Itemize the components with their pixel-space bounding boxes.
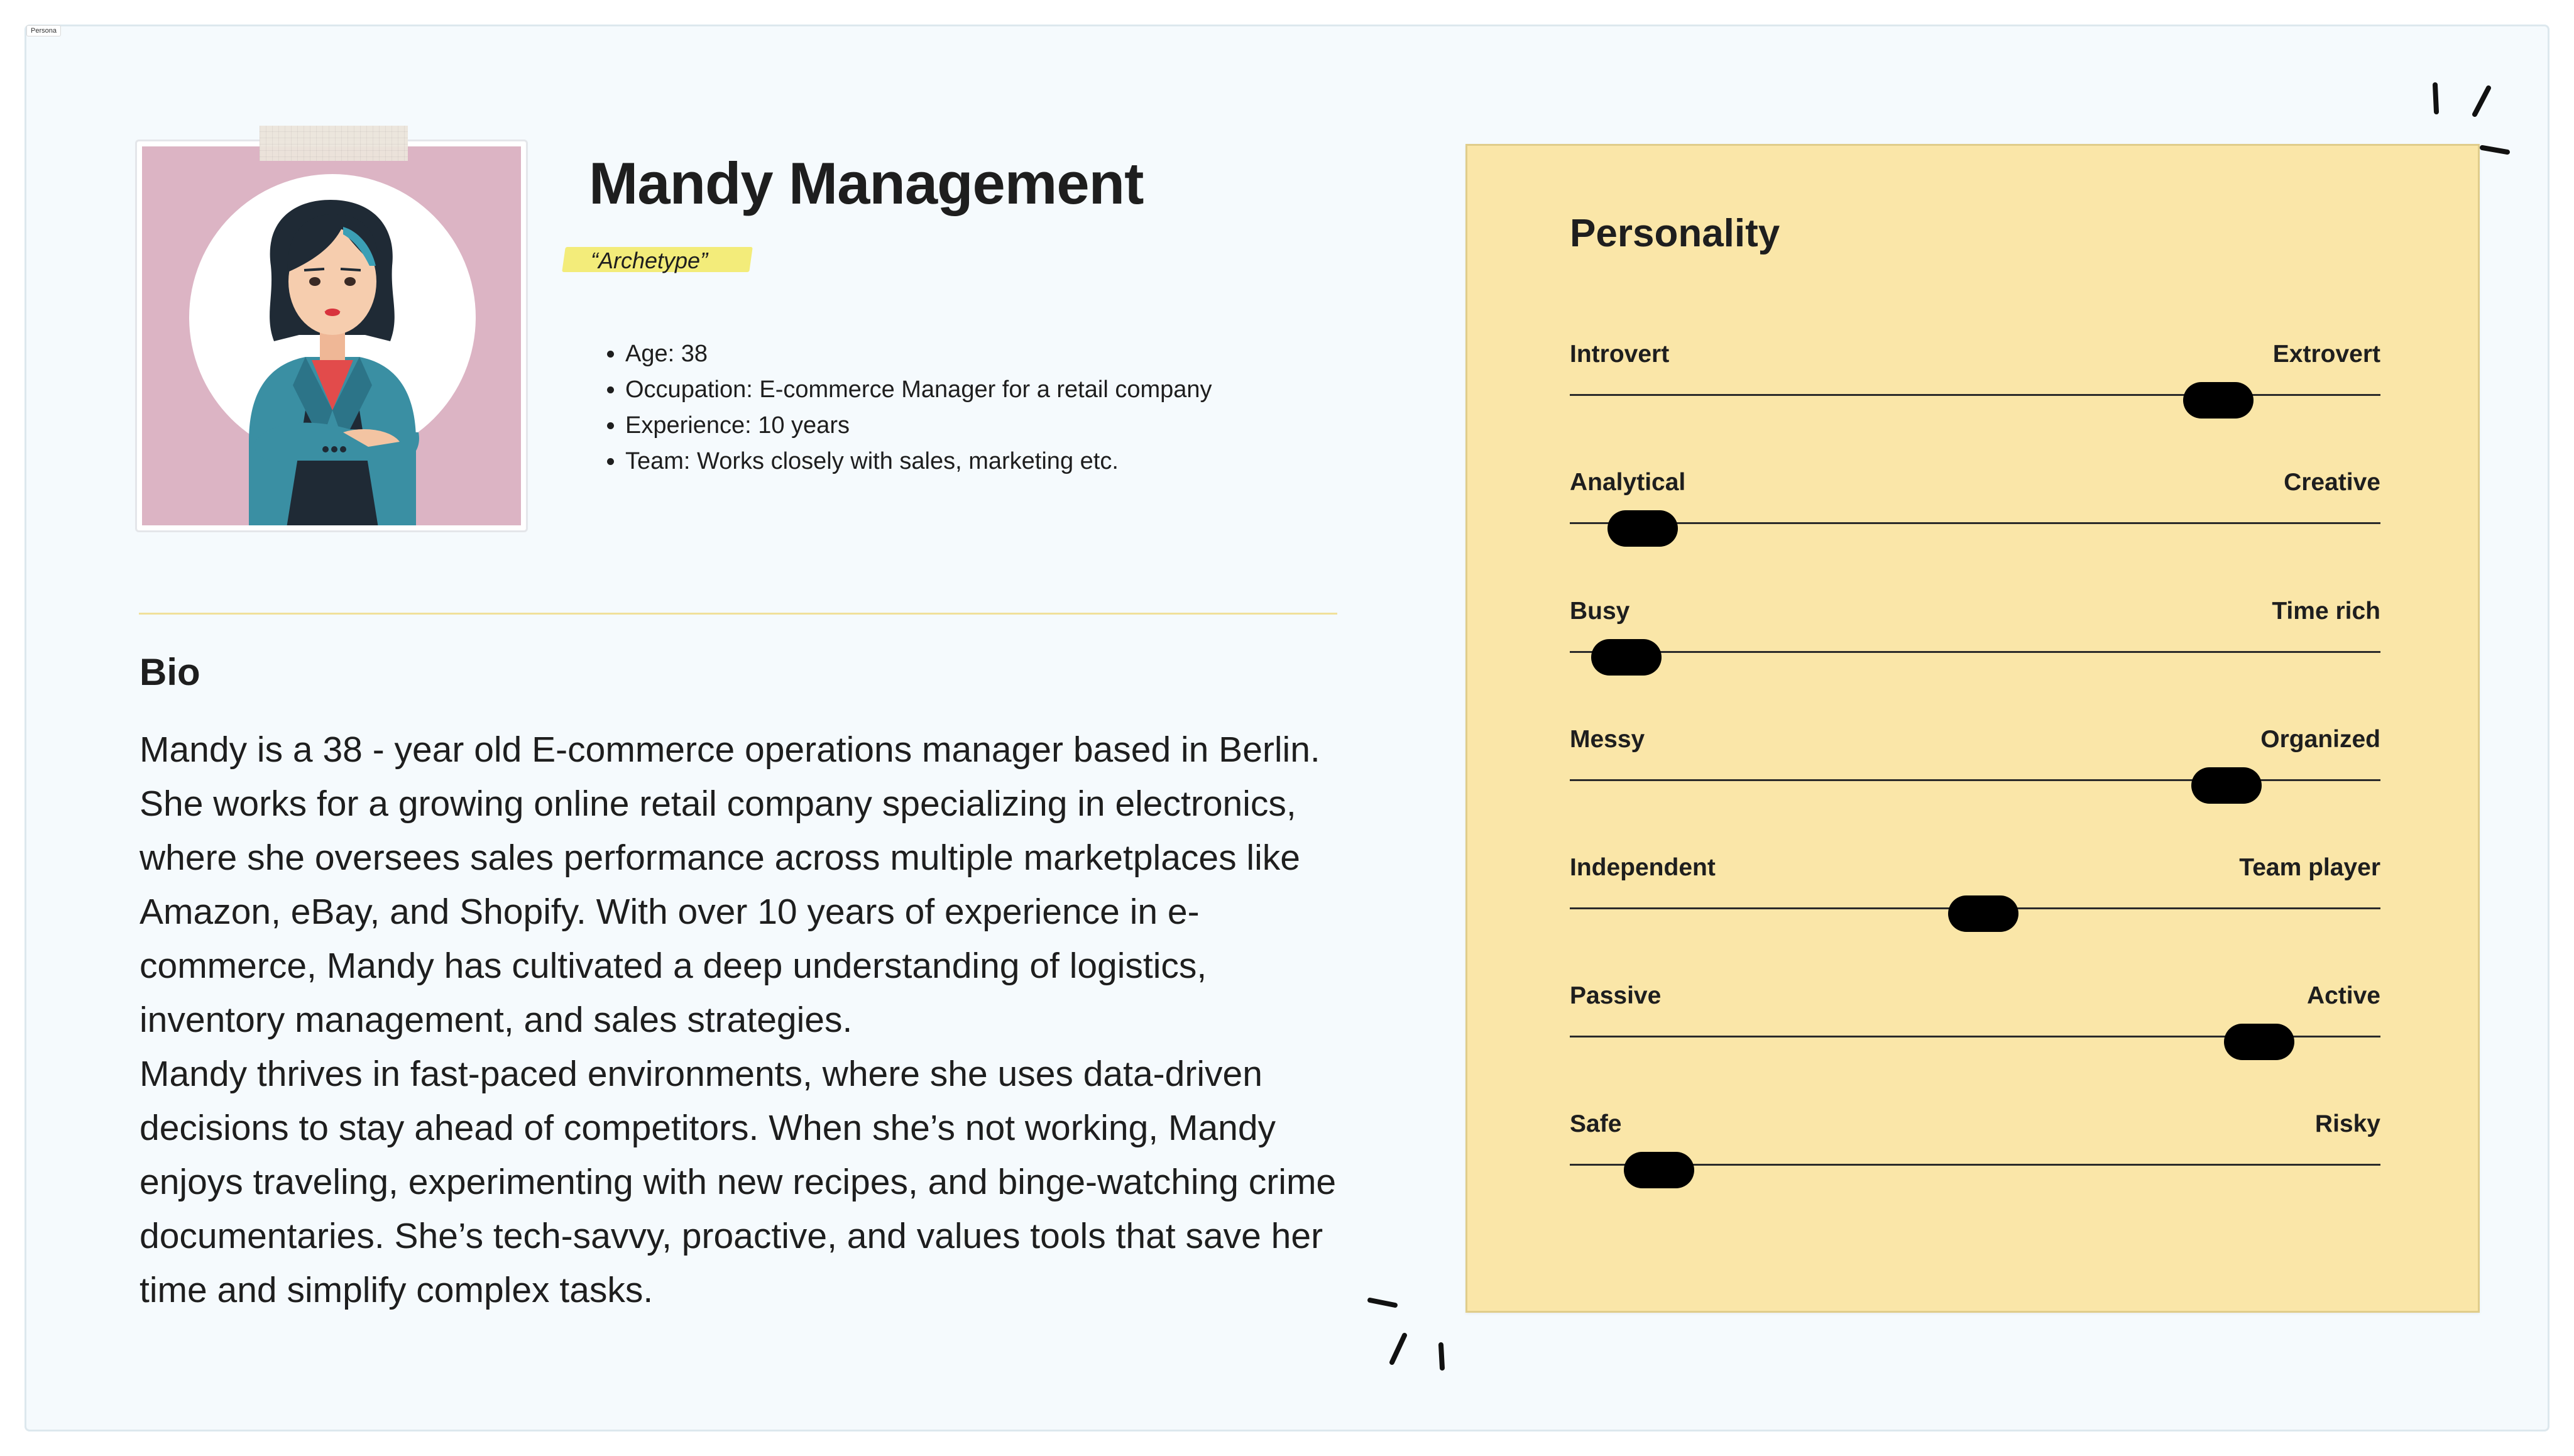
slider-thumb[interactable] <box>2224 1024 2294 1060</box>
slider-left-label: Passive <box>1570 982 1662 1009</box>
persona-name[interactable]: Mandy Management <box>589 150 1144 216</box>
fact-age: • Age: 38 <box>625 336 1212 372</box>
fact-occupation: • Occupation: E-commerce Manager for a retail company <box>625 372 1212 408</box>
archetype-label[interactable]: “Archetype” <box>591 248 708 273</box>
slider-right-label: Active <box>2306 982 2380 1009</box>
portrait-image <box>142 146 521 525</box>
slider-right-label: Risky <box>2314 1110 2380 1137</box>
slider-busy-timerich[interactable] <box>1570 598 2380 673</box>
slider-track <box>1570 651 2380 653</box>
frame-label[interactable]: Persona <box>26 25 61 36</box>
slider-right-label: Time rich <box>2272 598 2380 625</box>
sparkle-doodle-bottom-left <box>1361 1291 1455 1379</box>
slider-thumb[interactable] <box>1591 639 1662 676</box>
slider-left-label: Messy <box>1570 726 1645 753</box>
slider-left-label: Independent <box>1570 854 1716 881</box>
slider-left-label: Analytical <box>1570 469 1686 496</box>
slider-track <box>1570 522 2380 524</box>
bio-paragraph-1: Mandy is a 38 - year old E-commerce operations manager based in Berlin. She works for a growing online retail company specializing in electronics, where she oversees sales performance across multiple marketplaces like Amazon, eBay, and Shopify. With over 10 years of experience in e-commerce, Mandy has cultivated a deep understanding of logistics, inventory management, and sales strategies. <box>140 730 1320 1040</box>
fact-team: • Team: Works closely with sales, marketing etc. <box>625 444 1212 479</box>
slider-track <box>1570 394 2380 396</box>
slider-left-label: Introvert <box>1570 341 1670 368</box>
slider-thumb[interactable] <box>2183 382 2254 419</box>
slider-safe-risky[interactable] <box>1570 1110 2380 1186</box>
slider-thumb[interactable] <box>1607 510 1678 547</box>
slider-passive-active[interactable] <box>1570 982 2380 1058</box>
bio-paragraph-2: Mandy thrives in fast-paced environments, where she uses data-driven decisions to stay ahead of competitors. When she’s not working, Mandy enjoys traveling, experimenting with new recipes, and binge-watching crime documentaries. She’s tech-savvy, proactive, and values tools that save her time and simplify complex tasks. <box>140 1054 1337 1310</box>
slider-thumb[interactable] <box>1624 1152 1694 1188</box>
slider-left-label: Busy <box>1570 598 1630 625</box>
section-divider <box>139 613 1337 615</box>
sparkle-doodle-top-right <box>2419 75 2514 163</box>
slider-left-label: Safe <box>1570 1110 1622 1137</box>
persona-portrait[interactable] <box>135 140 528 532</box>
tape-decoration <box>260 126 408 161</box>
persona-facts-list[interactable] <box>603 336 1212 479</box>
slider-independent-teamplayer[interactable] <box>1570 854 2380 929</box>
slider-analytical-creative[interactable] <box>1570 469 2380 544</box>
bio-text[interactable] <box>140 723 1346 1317</box>
fact-experience: • Experience: 10 years <box>625 408 1212 444</box>
slider-right-label: Team player <box>2239 854 2380 881</box>
slider-introvert-extrovert[interactable] <box>1570 341 2380 416</box>
slider-right-label: Creative <box>2284 469 2380 496</box>
slider-right-label: Extrovert <box>2272 341 2380 368</box>
avatar-illustration <box>142 146 521 525</box>
slider-right-label: Organized <box>2260 726 2380 753</box>
personality-title[interactable]: Personality <box>1570 212 1780 255</box>
bio-title[interactable]: Bio <box>140 651 200 693</box>
slider-messy-organized[interactable] <box>1570 726 2380 801</box>
slider-thumb[interactable] <box>1948 895 2018 932</box>
slider-thumb[interactable] <box>2191 767 2262 804</box>
